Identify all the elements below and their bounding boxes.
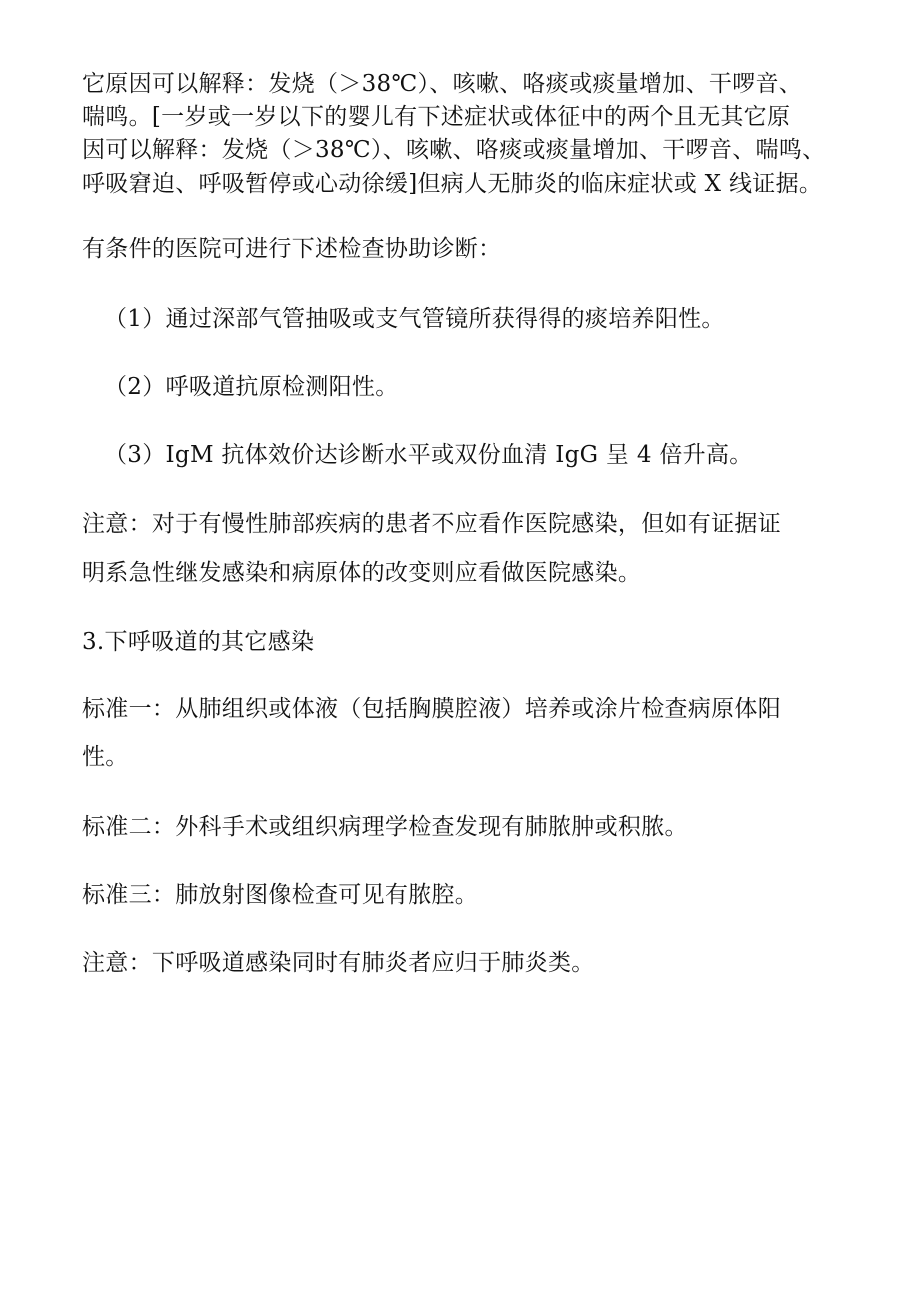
paragraph-line: 因可以解释：发烧（＞38℃）、咳嗽、咯痰或痰量增加、干啰音、喘鸣、	[82, 137, 826, 163]
criterion-3: 标准三：肺放射图像检查可见有脓腔。	[82, 882, 479, 908]
list-item-1: （1）通过深部气管抽吸或支气管镜所获得得的痰培养阳性。	[104, 306, 725, 332]
criterion-2: 标准二：外科手术或组织病理学检查发现有肺脓肿或积脓。	[82, 814, 688, 840]
list-item-3: （3）IgM 抗体效价达诊断水平或双份血清 IgG 呈 4 倍升高。	[104, 442, 753, 468]
criterion-1-line: 标准一：从肺组织或体液（包括胸膜腔液）培养或涂片检查病原体阳	[82, 696, 781, 722]
paragraph-line: 它原因可以解释：发烧（＞38℃）、咳嗽、咯痰或痰量增加、干啰音、	[82, 71, 803, 97]
list-item-2: （2）呼吸道抗原检测阳性。	[104, 374, 399, 400]
paragraph-line: 喘鸣。[一岁或一岁以下的婴儿有下述症状或体征中的两个且无其它原	[82, 104, 791, 130]
note-line: 注意：对于有慢性肺部疾病的患者不应看作医院感染，但如有证据证	[82, 511, 781, 537]
note-line: 明系急性继发感染和病原体的改变则应看做医院感染。	[82, 560, 642, 586]
final-note: 注意：下呼吸道感染同时有肺炎者应归于肺炎类。	[82, 950, 595, 976]
criterion-1-line: 性。	[82, 744, 129, 770]
section-intro-line: 有条件的医院可进行下述检查协助诊断：	[82, 236, 502, 262]
section-heading: 3.下呼吸道的其它感染	[82, 629, 315, 655]
paragraph-line: 呼吸窘迫、呼吸暂停或心动徐缓]但病人无肺炎的临床症状或 X 线证据。	[82, 171, 823, 197]
